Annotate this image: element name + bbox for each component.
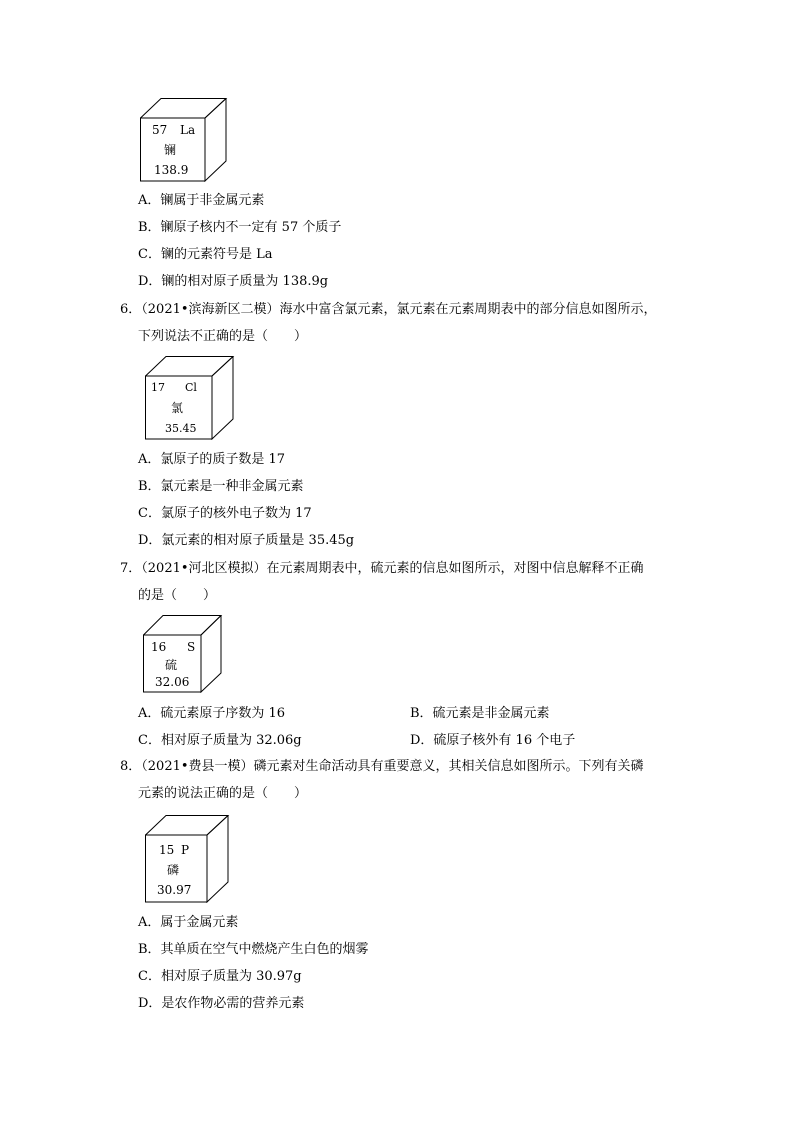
q8-stem-cont: 元素的说法正确的是（ ）	[138, 786, 308, 801]
element-symbol: S	[187, 640, 196, 654]
element-card-s	[143, 615, 223, 693]
q5-option-b: B．镧原子核内不一定有 57 个质子	[138, 220, 342, 235]
q8-stem: 8．（2021•费县一模）磷元素对生命活动具有重要意义，其相关信息如图所示。下列有关磷	[120, 759, 644, 774]
q5-option-d: D．镧的相对原子质量为 138.9g	[138, 274, 329, 289]
element-name: 镧	[164, 143, 177, 157]
element-symbol: Cl	[185, 381, 197, 394]
q6-option-b: B．氯元素是一种非金属元素	[138, 479, 304, 494]
element-card-cl	[145, 356, 237, 440]
q6-stem-cont: 下列说法不正确的是（ ）	[138, 329, 308, 344]
q8-option-d: D．是农作物必需的营养元素	[138, 996, 305, 1011]
element-symbol: La	[180, 123, 196, 137]
q6-option-c: C．氯原子的核外电子数为 17	[138, 506, 312, 521]
q6-option-a: A．氯原子的质子数是 17	[138, 452, 286, 467]
atomic-number: 17	[151, 381, 165, 394]
element-name: 磷	[167, 863, 180, 877]
q7-option-d: D．硫原子核外有 16 个电子	[410, 733, 576, 748]
q6-stem: 6．（2021•滨海新区二模）海水中富含氯元素，氯元素在元素周期表中的部分信息如图所示，	[120, 302, 657, 317]
q7-option-c: C．相对原子质量为 32.06g	[138, 733, 302, 748]
element-card-p	[145, 815, 230, 903]
atomic-mass: 138.9	[154, 163, 189, 177]
q8-option-c: C．相对原子质量为 30.97g	[138, 969, 302, 984]
element-card-la	[140, 98, 230, 182]
q7-stem: 7．（2021•河北区模拟）在元素周期表中，硫元素的信息如图所示，对图中信息解释不正确	[120, 561, 644, 576]
atomic-number: 57	[152, 123, 168, 137]
q7-option-b: B．硫元素是非金属元素	[410, 706, 550, 721]
q6-option-d: D．氯元素的相对原子质量是 35.45g	[138, 533, 355, 548]
atomic-number: 15	[159, 843, 175, 857]
element-name: 氯	[171, 401, 184, 415]
atomic-mass: 35.45	[165, 422, 197, 435]
atomic-mass: 32.06	[155, 675, 190, 689]
element-symbol: P	[181, 843, 190, 857]
q5-option-a: A．镧属于非金属元素	[138, 193, 265, 208]
q7-option-a: A．硫元素原子序数为 16	[138, 706, 286, 721]
atomic-mass: 30.97	[157, 883, 192, 897]
atomic-number: 16	[151, 640, 167, 654]
q8-option-a: A．属于金属元素	[138, 915, 239, 930]
q5-option-c: C．镧的元素符号是 La	[138, 247, 273, 262]
element-name: 硫	[165, 658, 178, 672]
q7-stem-cont: 的是（ ）	[138, 588, 217, 603]
q8-option-b: B．其单质在空气中燃烧产生白色的烟雾	[138, 942, 369, 957]
